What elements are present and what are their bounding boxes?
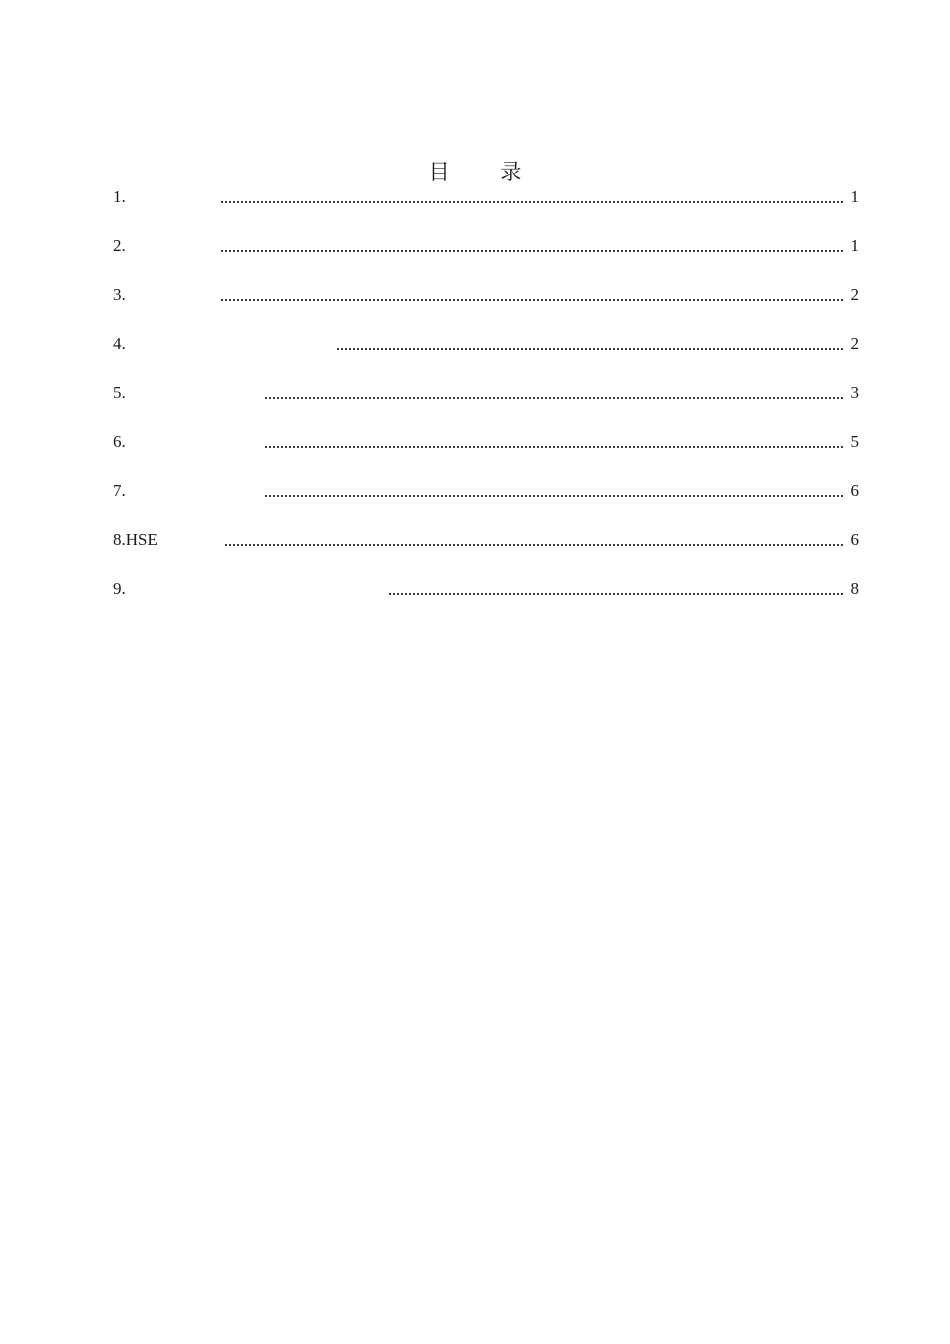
toc-entry[interactable] xyxy=(113,330,859,379)
toc-entry[interactable] xyxy=(113,428,859,477)
toc-entry-page: 8 xyxy=(850,579,859,598)
toc-title: 目 录 xyxy=(428,160,544,184)
toc-entry-number: 6. xyxy=(113,432,126,451)
toc-dot-leader xyxy=(220,299,844,301)
toc-entry[interactable] xyxy=(113,575,859,624)
toc-entry-number: 5. xyxy=(113,383,126,402)
toc-entry-page: 1 xyxy=(850,236,859,255)
toc-entry-page: 1 xyxy=(850,187,859,206)
toc-entry-page: 3 xyxy=(850,383,859,402)
toc-entry[interactable] xyxy=(113,183,859,232)
toc-entry-number: 1. xyxy=(113,187,126,206)
toc-entry[interactable] xyxy=(113,526,859,575)
toc-dot-leader xyxy=(265,446,844,448)
toc-entry[interactable] xyxy=(113,477,859,526)
toc-entry-number: 3. xyxy=(113,285,126,304)
toc-entry-page: 2 xyxy=(850,285,859,304)
toc-dot-leader xyxy=(265,495,844,497)
toc-entry-page: 2 xyxy=(850,334,859,353)
toc-dot-leader xyxy=(337,348,844,350)
toc-entry-page: 6 xyxy=(850,481,859,500)
toc-dot-leader xyxy=(225,544,844,546)
toc-entry-number: 8.HSE xyxy=(113,530,158,549)
toc-dot-leader xyxy=(265,397,844,399)
table-of-contents xyxy=(113,183,859,624)
toc-entry[interactable] xyxy=(113,379,859,428)
toc-entry-number: 9. xyxy=(113,579,126,598)
toc-entry[interactable] xyxy=(113,232,859,281)
toc-dot-leader xyxy=(220,201,844,203)
toc-entry[interactable] xyxy=(113,281,859,330)
toc-entry-number: 7. xyxy=(113,481,126,500)
toc-entry-page: 6 xyxy=(850,530,859,549)
toc-entry-number: 4. xyxy=(113,334,126,353)
toc-dot-leader xyxy=(220,250,844,252)
toc-dot-leader xyxy=(389,593,844,595)
toc-entry-page: 5 xyxy=(850,432,859,451)
toc-entry-number: 2. xyxy=(113,236,126,255)
